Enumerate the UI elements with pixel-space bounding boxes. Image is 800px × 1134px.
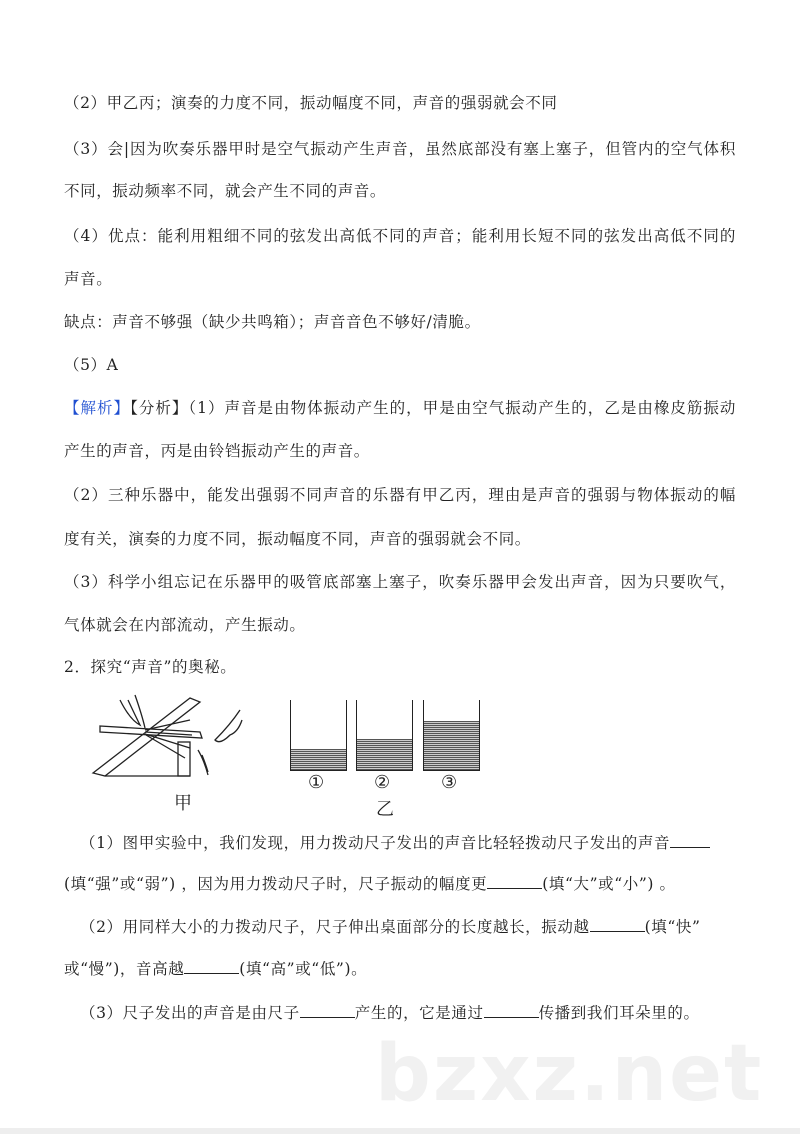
fenxi-tag: 【分析】 <box>130 399 189 417</box>
question-text: （2）用同样大小的力拨动尺子，尺子伸出桌面部分的长度越长，振动越 <box>80 918 590 936</box>
answer-line: （3）会|因为吹奏乐器甲时是空气振动产生声音，虽然底部没有塞上塞子，但管内的空气体积 <box>64 140 736 158</box>
figure-label-yi: 乙 <box>376 799 394 820</box>
watermark: bzxz.net <box>375 1029 764 1119</box>
water-level-1 <box>291 749 346 770</box>
jiexi-tag: 【解析】 <box>64 399 131 417</box>
page-bottom-edge <box>0 1128 800 1134</box>
cup-label-3: ③ <box>441 772 458 793</box>
answer-line: 缺点：声音不够强（缺少共鸣箱）；声音音色不够好/清脆。 <box>64 313 481 331</box>
question-text: 或“慢”)，音高越 <box>64 960 185 978</box>
question-line <box>64 874 676 894</box>
question-line <box>80 1003 700 1023</box>
question-text: （3）尺子发出的声音是由尺子 <box>80 1004 300 1022</box>
question-text: (填“高”或“低”)。 <box>239 960 368 978</box>
analysis-line: （2）三种乐器中，能发出强弱不同声音的乐器有甲乙丙，理由是声音的强弱与物体振动的幅 <box>64 486 736 504</box>
question-text: (填“大”或“小”) 。 <box>542 875 676 893</box>
answer-line: 不同，振动频率不同，就会产生不同的声音。 <box>64 182 387 200</box>
answer-blank[interactable] <box>484 1003 539 1018</box>
water-level-3 <box>424 721 479 770</box>
cup-label-2: ② <box>374 772 391 793</box>
figure-label-jia: 甲 <box>174 793 192 814</box>
water-level-2 <box>357 739 412 771</box>
answer-line: （4）优点：能利用粗细不同的弦发出高低不同的声音；能利用长短不同的弦发出高低不同的 <box>64 227 736 245</box>
question-text: 传播到我们耳朵里的。 <box>538 1004 700 1022</box>
answer-line: （5）A <box>64 356 119 374</box>
answer-blank[interactable] <box>487 874 542 889</box>
question-line <box>80 833 710 853</box>
question-text: （1）图甲实验中，我们发现，用力拨动尺子发出的声音比轻轻拨动尺子发出的声音 <box>80 834 671 852</box>
question-text: (填“快” <box>644 918 701 936</box>
answer-blank[interactable] <box>590 917 645 932</box>
question-line <box>64 959 367 979</box>
cup-label-1: ① <box>308 772 325 793</box>
answer-blank[interactable] <box>184 959 239 974</box>
question-text: 产生的，它是通过 <box>354 1004 484 1022</box>
analysis-line: 气体就会在内部流动，产生振动。 <box>64 616 306 634</box>
answer-blank[interactable] <box>300 1003 355 1018</box>
question-text: (填“强”或“弱”) ，因为用力拨动尺子时，尺子振动的幅度更 <box>64 875 488 893</box>
cup-3 <box>423 700 480 771</box>
answer-blank[interactable] <box>670 833 710 848</box>
cup-2 <box>356 700 413 771</box>
answer-line: （2）甲乙丙；演奏的力度不同，振动幅度不同，声音的强弱就会不同 <box>64 94 558 112</box>
analysis-text: （1）声音是由物体振动产生的，甲是由空气振动产生的，乙是由橡皮筋振动 <box>188 399 737 417</box>
analysis-line: 产生的声音，丙是由铃铛振动产生的声音。 <box>64 442 370 460</box>
question-title: 2．探究“声音”的奥秘。 <box>64 658 237 676</box>
cup-1 <box>290 700 347 771</box>
question-line <box>80 917 700 937</box>
analysis-line <box>64 398 736 418</box>
analysis-line: （3）科学小组忘记在乐器甲的吸管底部塞上塞子，吹奏乐器甲会发出声音，因为只要吹气， <box>64 573 736 591</box>
analysis-line: 度有关，演奏的力度不同，振动幅度不同，声音的强弱就会不同。 <box>64 530 531 548</box>
answer-line: 声音。 <box>64 270 113 288</box>
